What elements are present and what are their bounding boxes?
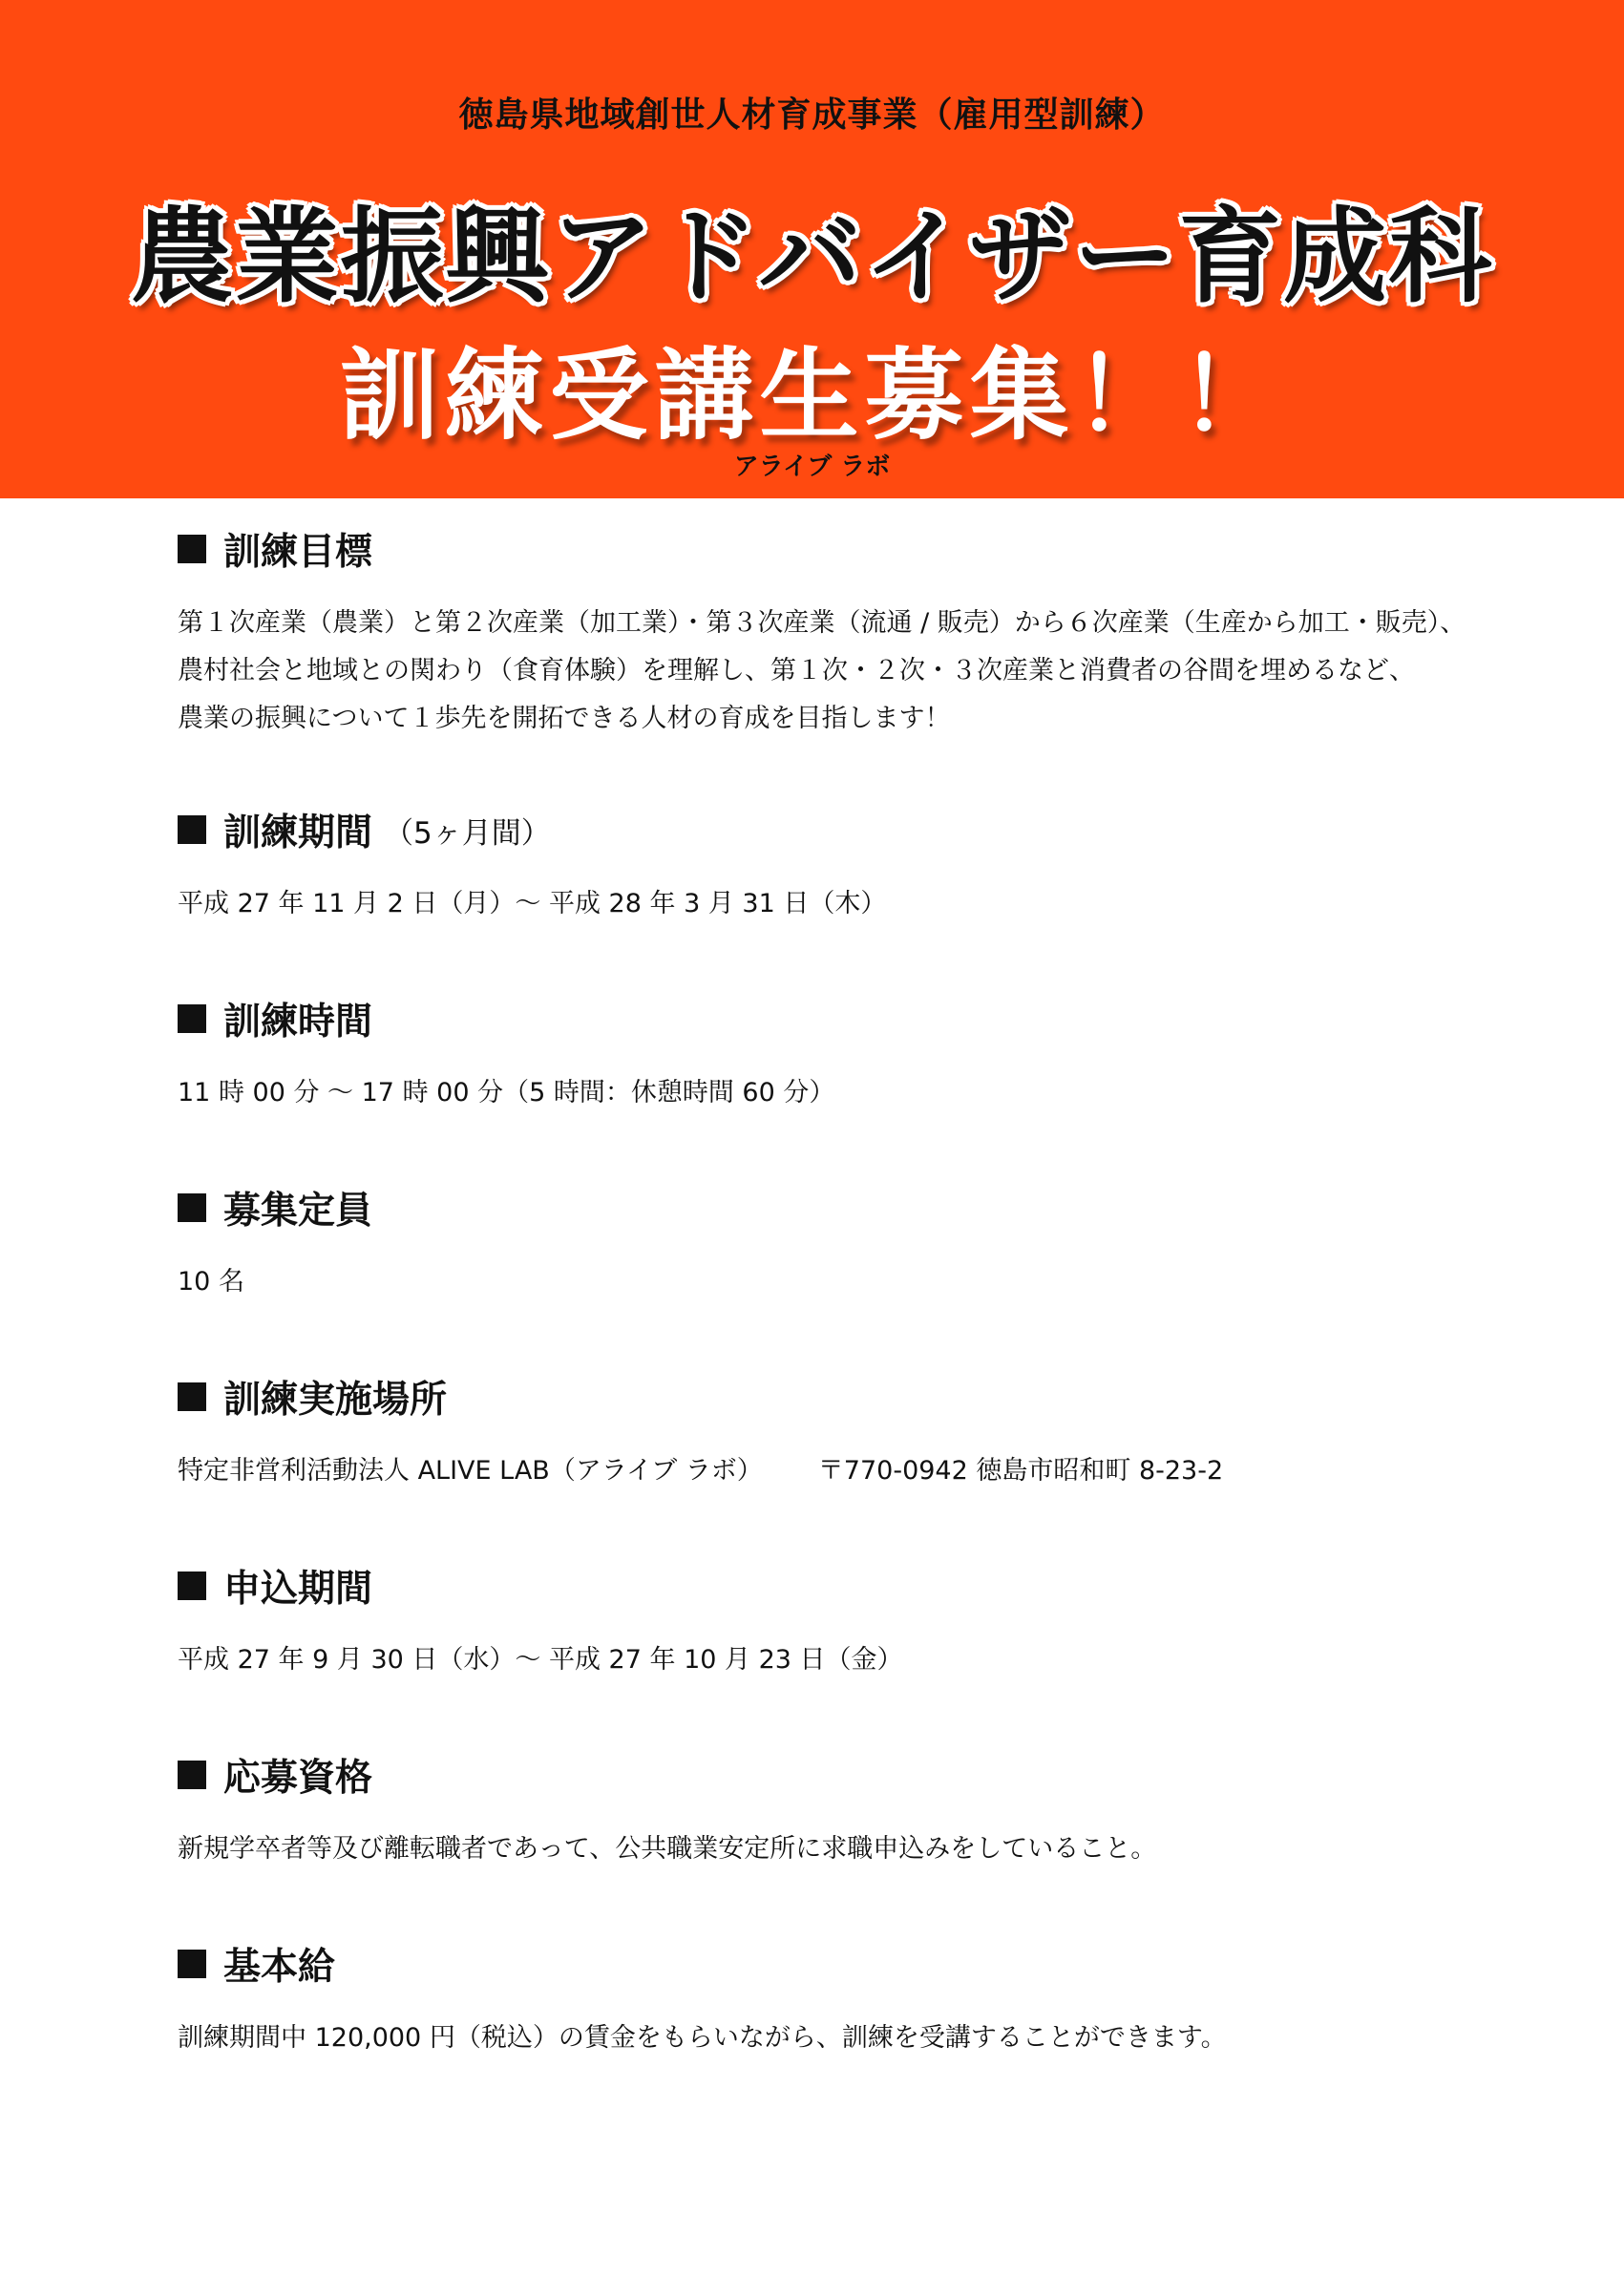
section-hours [178, 993, 1495, 1117]
section-period [178, 804, 1495, 928]
section-capacity [178, 1182, 1495, 1306]
organization-label: アライブ ラボ [733, 453, 891, 481]
recruitment-headline: 訓練受講生募集！！ [339, 337, 1285, 453]
venue-address: 〒770-0942 徳島市昭和町 8-23-2 [817, 1456, 1224, 1486]
section-title: 基本給 [223, 1946, 336, 1989]
section-application [178, 1560, 1495, 1684]
goal-line: 第１次産業（農業）と第２次産業（加工業）・第３次産業（流通 / 販売）から６次産業（生産から加工・販売）、 [178, 608, 1466, 638]
section-body: 平成 27 年 9 月 30 日（水）～ 平成 27 年 10 月 23 日（金） [178, 1645, 903, 1675]
section-heading [178, 1560, 1495, 1612]
section-body: 11 時 00 分 ～ 17 時 00 分（5 時間：休憩時間 60 分） [178, 1078, 835, 1107]
section-heading [178, 1749, 1495, 1801]
header-banner [0, 0, 1624, 498]
section-title: 応募資格 [223, 1757, 373, 1800]
goal-line: 農村社会と地域との関わり（食育体験）を理解し、第１次・２次・３次産業と消費者の谷間を埋めるなど、 [178, 656, 1415, 686]
section-body: 10 名 [178, 1267, 244, 1297]
section-title: 訓練目標 [223, 531, 373, 574]
section-title: 募集定員 [223, 1190, 373, 1233]
section-salary [178, 1938, 1495, 2062]
section-title: 訓練実施場所 [223, 1379, 448, 1422]
course-title: 農業振興アドバイザー育成科 [130, 198, 1494, 317]
square-bullet-icon [178, 1004, 206, 1033]
section-title: 訓練時間 [223, 1001, 373, 1044]
section-body [178, 1447, 1495, 1495]
section-heading [178, 993, 1495, 1044]
section-heading [178, 804, 1495, 855]
square-bullet-icon [178, 1761, 206, 1789]
section-venue [178, 1371, 1495, 1495]
venue-organization: 特定非営利活動法人 ALIVE LAB（アライブ ラボ） [178, 1456, 763, 1486]
square-bullet-icon [178, 1193, 206, 1222]
square-bullet-icon [178, 815, 206, 844]
section-eligibility [178, 1749, 1495, 1873]
section-goal [178, 523, 1495, 743]
square-bullet-icon [178, 535, 206, 563]
section-heading [178, 523, 1495, 575]
section-heading [178, 1938, 1495, 1990]
section-title: 申込期間 [223, 1568, 373, 1611]
section-body: 訓練期間中 120,000 円（税込）の賃金をもらいながら、訓練を受講することができます。 [178, 2023, 1227, 2053]
section-body: 平成 27 年 11 月 2 日（月）～ 平成 28 年 3 月 31 日（木） [178, 889, 887, 918]
period-duration-note: （5ヶ月間） [384, 815, 551, 851]
program-name: 徳島県地域創世人材育成事業（雇用型訓練） [458, 95, 1166, 135]
square-bullet-icon [178, 1382, 206, 1411]
section-title: 訓練期間 [223, 812, 373, 854]
section-heading [178, 1371, 1495, 1423]
square-bullet-icon [178, 1571, 206, 1600]
section-body [178, 600, 1495, 743]
square-bullet-icon [178, 1950, 206, 1978]
goal-line: 農業の振興について１歩先を開拓できる人材の育成を目指します！ [178, 704, 951, 733]
section-heading [178, 1182, 1495, 1234]
section-body: 新規学卒者等及び離転職者であって、公共職業安定所に求職申込みをしていること。 [178, 1834, 1157, 1864]
